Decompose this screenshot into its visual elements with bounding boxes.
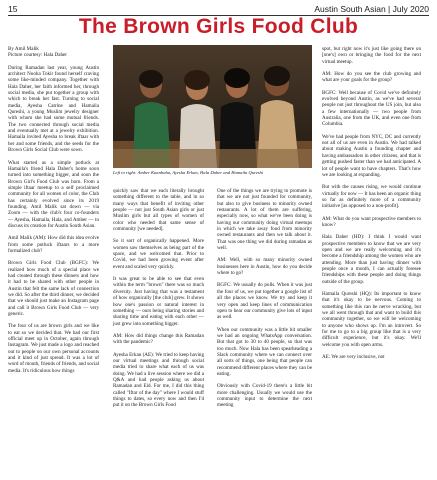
paragraph: So it sort of organically happened. More women saw themselves as being part of the space, and we welcomed that. Prior to Covid, we had been growing event after event and scaled very quickly. bbox=[113, 238, 204, 270]
paragraph: Ayesha Erkan (AE): We tried to keep having our virtual meetings and through social media tried to share what each of us was doing. We had a live session where we did a Q&A and had people asking us about Ramadan and Eid. For me, I did this thing called "Iftar of the day" where I would stuff things to dates, so every now and then I'd put it on the Brown Girls Food bbox=[113, 351, 204, 409]
paragraph: Hala Daher (HD): I think I would want prospective members to know that we are very open and we are really welcoming and it's become a friendship among the women who are attending. More than just having dinner with people once a month, I can actually foresee friendships with these people and doing things outside of the group. bbox=[322, 234, 421, 285]
paragraph: Brown Girls Food Club (BGFC): We realized how much of a special place we had created through these dinners and how it had to be shared with other people in Austin that felt the same lack of connection we did. So after the third dinner, we decided that we should just make an Instagram page and call it Brown Girls Food Club — very generic. bbox=[8, 260, 99, 318]
paragraph: During Ramadan last year, young Austin architect Nooha Tokir found herself craving some like-minded company. Together with Hala Daher, her faith informed her, through social media, she put together a group with which to break her fast. Turning to social media, Ayesha Catrine and Hamaila Qureshi, a young Muslim jewelry designer with whom she had some mutual friends. The two connected through social media and eventually met at a jewelry exhibition. Hamaila invited Ayesha to break iftaar with her and some friends, and the seeds for the Brown Girls Social Club were sown. bbox=[8, 64, 99, 154]
paragraph: It was great to be able to see that even within the term "brown" there was so much diversity. Just having that was a testament of how organically [the club] grew. It shows how one's passion or natural interest in something — ours being sharing stories and sharing time and eating with each other — just grew into something bigger. bbox=[113, 276, 204, 327]
paragraph: What started as a simple potluck at Hamaila's friend Hala Daher's home soon turned into something bigger, and soon the Brown Girl's Food Club was born. From a simple iftaar meetup to a self proclaimed community for all women of color, the Club has certainly evolved since its 2019 founding. Amil Malik sat down — via Zoom — with the club's four co-founders — Ayesha, Hamaila, Hala, and Amber — to discuss its creation for Austin South Asian. bbox=[8, 159, 99, 229]
publication-info: Austin South Asian | July 2020 bbox=[314, 4, 429, 14]
page-header bbox=[8, 3, 429, 15]
paragraph: Amil Malik (AM): How did this idea evolve from some potluck iftaars to a more formalized club? bbox=[8, 235, 99, 254]
page-number: 15 bbox=[8, 4, 18, 14]
paragraph: Hamaila Qureshi (HQ): Its important to know that it's okay to be nervous. Coming to something like this can be nerve wracking, but we all went through that and want to build this community together, so we will be welcoming to anyone who shows up. I'm an introvert. So for me to go to a big group like that is a very difficult experience, but it's okay. We'll welcome you with open arms. bbox=[322, 291, 421, 348]
paragraph: When our community was a little bit smaller we had an ongoing WhatsApp conversation. But that got to 30 to 40 people, so that was too much. Now Hala has been spearheading a Slack community where we can connect over all sorts of things, one being that people can recommend different places where they can be eating. bbox=[217, 326, 312, 377]
article-title: The Brown Girls Food Club bbox=[78, 15, 359, 38]
paragraph: The four of us are brown girls and we like to eat so we decided that. We had our first official meet up in October, again through Instagram. We just made a logo and reached out to people on our own personal accounts and it kind of just spread. It was a lot of word of mouth, friends of friends, and social media. It's ridiculous how things bbox=[8, 323, 99, 374]
paragraph: spot, but right now it's just like going there on [one's] own or bringing the food for the next virtual meetup. bbox=[322, 46, 421, 65]
group-photo bbox=[113, 45, 312, 168]
paragraph: AM: How do you see the club growing and what are your goals for the group? bbox=[322, 71, 421, 84]
column-3 bbox=[217, 188, 312, 415]
paragraph: BGFC: We usually do polls. When it was just the four of us, we put together a google list of all the places we know. We try and keep it very open and keep lines of communication open to hear our community give lots of input as well. bbox=[217, 282, 312, 321]
paragraph: Obviously with Covid-19 there's a little bit more challenging. Usually we would use the community input to determine the next meeting bbox=[217, 383, 312, 409]
photo-caption: Left to right: Amber Kuanbaha, Ayesha Erkan, Hala Daher and Hamaila Qureshi bbox=[113, 170, 264, 175]
paragraph: But with the causes rising, we would continue virtually for now — It has been an organic thing so far as definitely more of a community initiative [as opposed to a non-profit]. bbox=[322, 184, 421, 210]
column-1 bbox=[8, 46, 99, 380]
column-3b bbox=[322, 46, 421, 366]
photo-image bbox=[113, 45, 312, 168]
photo-credit: Picture courtesy: Hala Daher bbox=[8, 52, 67, 59]
column-2 bbox=[113, 188, 204, 415]
paragraph: One of the things we are trying to promote is that we are not just founded for community, but also to give business to minority owned restaurants. A lot of them are suffering, especially now, so what we've been doing is having our community doing virtual meetups in which we take away food from minority owned restaurants and then we talk about it. That was one thing we did during ramadan as well. bbox=[217, 188, 312, 252]
paragraph: AM: Well, with so many minority owned businesses here in Austin, how do you decide where to go? bbox=[217, 257, 312, 277]
paragraph: BGFC: Well because of Covid we've definitely evolved beyond Austin, as we've had several people not just throughout the US join, but also a few internationally — two people from Australia, one from the UK, and even one from Columbia. bbox=[322, 89, 421, 128]
paragraph: quickly saw that we each literally brought something different to the table, and in so many ways that benefit of inviting other people — not just South Asian girls or just Muslim girls but all types of women of color who needed that same sense of community [we needed]. bbox=[113, 188, 204, 233]
paragraph: We've had people from NYC, DC and currently not all of us are even in Austin. We had talked about making Austin a founding chapter and having ambassadors in other citizens, and that is getting pushed faster than we had anticipated. A lot of people want to have chapters. That's how we are looking at expanding. bbox=[322, 133, 421, 178]
paragraph: AE: We are very inclusive, not bbox=[322, 354, 385, 361]
paragraph: AM: What do you want prospective members to know? bbox=[322, 215, 421, 228]
paragraph: AM: How did things change this Ramadan with the pandemic? bbox=[113, 332, 204, 346]
byline: By Amil Malik bbox=[8, 46, 39, 52]
